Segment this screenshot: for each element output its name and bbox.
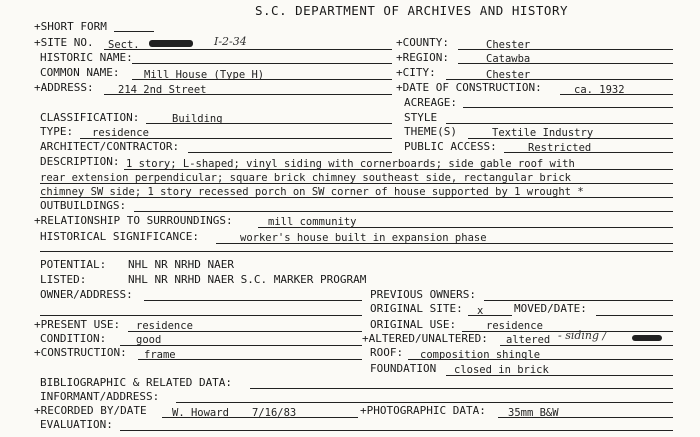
address-value: 214 2nd Street bbox=[118, 84, 207, 96]
construction-label: +CONSTRUCTION: bbox=[34, 346, 127, 359]
relationship-label: +RELATIONSHIP TO SURROUNDINGS: bbox=[34, 214, 233, 227]
outbuildings-label: OUTBUILDINGS: bbox=[40, 199, 127, 212]
short-form-label: +SHORT FORM bbox=[34, 20, 107, 33]
address-line bbox=[104, 94, 392, 95]
type-value: residence bbox=[92, 127, 149, 139]
roof-value: composition shingle bbox=[420, 349, 541, 361]
listed-options: NHL NR NRHD NAER S.C. MARKER PROGRAM bbox=[128, 273, 367, 286]
outbuildings-line bbox=[134, 211, 673, 212]
relationship-line bbox=[258, 227, 673, 228]
common-name-label: COMMON NAME: bbox=[40, 66, 120, 79]
owner-address-line-2 bbox=[40, 315, 362, 316]
historical-significance-line bbox=[216, 243, 673, 244]
region-label: +REGION: bbox=[396, 51, 449, 64]
date-of-construction-label: +DATE OF CONSTRUCTION: bbox=[396, 81, 542, 94]
altered-scribble bbox=[632, 335, 662, 341]
foundation-line bbox=[446, 375, 673, 376]
architect-label: ARCHITECT/CONTRACTOR: bbox=[40, 140, 180, 153]
city-value: Chester bbox=[486, 69, 531, 81]
present-use-label: +PRESENT USE: bbox=[34, 318, 121, 331]
original-site-value: x bbox=[477, 305, 484, 317]
potential-label: POTENTIAL: bbox=[40, 258, 107, 271]
description-line-2: rear extension perpendicular; square brick chimney southeast side, rectangular brick bbox=[40, 172, 572, 184]
informant-label: INFORMANT/ADDRESS: bbox=[40, 390, 160, 403]
owner-address-label: OWNER/ADDRESS: bbox=[40, 288, 133, 301]
present-use-value: residence bbox=[136, 320, 193, 332]
original-site-line bbox=[468, 315, 512, 316]
common-name-value: Mill House (Type H) bbox=[144, 69, 265, 81]
historic-name-label: HISTORIC NAME: bbox=[40, 51, 133, 64]
short-form-line bbox=[114, 31, 154, 32]
original-use-value: residence bbox=[486, 320, 543, 332]
type-line bbox=[80, 138, 392, 139]
county-label: +COUNTY: bbox=[396, 36, 449, 49]
description-label: DESCRIPTION: bbox=[40, 155, 120, 168]
photographic-data-value: 35mm B&W bbox=[508, 407, 559, 419]
condition-line bbox=[120, 345, 362, 346]
public-access-line bbox=[504, 152, 673, 153]
historic-name-line bbox=[132, 63, 392, 64]
public-access-value: Restricted bbox=[528, 142, 592, 154]
region-line bbox=[458, 63, 673, 64]
altered-value: altered bbox=[506, 334, 551, 346]
theme-value: Textile Industry bbox=[492, 127, 594, 139]
site-no-label: +SITE NO. bbox=[34, 36, 94, 49]
county-line bbox=[458, 49, 673, 50]
original-site-label: ORIGINAL SITE: bbox=[370, 302, 463, 315]
description-line-1: 1 story; L-shaped; vinyl siding with cornerboards; side gable roof with bbox=[126, 158, 575, 170]
foundation-value: closed in brick bbox=[454, 364, 549, 376]
region-value: Catawba bbox=[486, 53, 531, 65]
owner-address-line bbox=[144, 300, 362, 301]
section-divider bbox=[40, 251, 673, 252]
public-access-label: PUBLIC ACCESS: bbox=[404, 140, 497, 153]
description-line-3: chimney SW side; 1 story recessed porch on SW corner of house supported by 1 wrought * bbox=[40, 186, 584, 198]
description-rule-2 bbox=[40, 183, 673, 184]
classification-line bbox=[146, 123, 392, 124]
informant-line bbox=[176, 402, 673, 403]
date-of-construction-line bbox=[560, 94, 673, 95]
recorded-by-label: +RECORDED BY/DATE bbox=[34, 404, 147, 417]
style-line bbox=[446, 123, 673, 124]
description-rule-3 bbox=[40, 197, 673, 198]
site-no-value: Sect. bbox=[108, 39, 140, 51]
classification-value: Building bbox=[172, 113, 223, 125]
previous-owners-line bbox=[484, 300, 673, 301]
type-label: TYPE: bbox=[40, 125, 74, 138]
evaluation-line bbox=[120, 430, 673, 431]
theme-label: THEME(S) bbox=[404, 125, 457, 138]
moved-date-label: MOVED/DATE: bbox=[514, 302, 587, 315]
condition-label: CONDITION: bbox=[40, 332, 107, 345]
foundation-label: FOUNDATION bbox=[370, 362, 437, 375]
present-use-line bbox=[128, 331, 362, 332]
photographic-data-line bbox=[498, 417, 673, 418]
description-rule-1 bbox=[124, 169, 673, 170]
bibliographic-label: BIBLIOGRAPHIC & RELATED DATA: bbox=[40, 376, 233, 389]
roof-label: ROOF: bbox=[370, 346, 404, 359]
date-of-construction-value: ca. 1932 bbox=[574, 84, 625, 96]
theme-line bbox=[468, 138, 673, 139]
evaluation-label: EVALUATION: bbox=[40, 418, 113, 431]
city-line bbox=[446, 79, 673, 80]
previous-owners-label: PREVIOUS OWNERS: bbox=[370, 288, 476, 301]
listed-label: LISTED: bbox=[40, 273, 87, 286]
site-no-line bbox=[104, 49, 392, 50]
condition-value: good bbox=[136, 334, 162, 346]
roof-line bbox=[408, 359, 673, 360]
altered-handwritten: - siding / bbox=[558, 329, 607, 342]
altered-line bbox=[500, 345, 673, 346]
photographic-data-label: +PHOTOGRAPHIC DATA: bbox=[360, 404, 486, 417]
county-value: Chester bbox=[486, 39, 531, 51]
classification-label: CLASSIFICATION: bbox=[40, 111, 140, 124]
recorded-date-value: 7/16/83 bbox=[252, 407, 297, 419]
address-label: +ADDRESS: bbox=[34, 81, 94, 94]
site-no-handwritten: I-2-34 bbox=[214, 35, 247, 48]
recorded-by-value: W. Howard bbox=[172, 407, 229, 419]
moved-date-line bbox=[596, 315, 673, 316]
historical-significance-value: worker's house built in expansion phase bbox=[240, 232, 487, 244]
city-label: +CITY: bbox=[396, 66, 436, 79]
redaction-scribble bbox=[149, 40, 193, 47]
construction-line bbox=[138, 359, 362, 360]
altered-label: +ALTERED/UNALTERED: bbox=[362, 332, 488, 345]
page-title: S.C. DEPARTMENT OF ARCHIVES AND HISTORY bbox=[255, 3, 568, 18]
bibliographic-line bbox=[250, 388, 673, 389]
potential-options: NHL NR NRHD NAER bbox=[128, 258, 234, 271]
relationship-value: mill community bbox=[268, 216, 357, 228]
common-name-line bbox=[132, 79, 392, 80]
historical-significance-label: HISTORICAL SIGNIFICANCE: bbox=[40, 230, 199, 243]
architect-line bbox=[188, 152, 392, 153]
style-label: STYLE bbox=[404, 111, 438, 124]
original-use-label: ORIGINAL USE: bbox=[370, 318, 457, 331]
acreage-label: ACREAGE: bbox=[404, 96, 457, 109]
recorded-by-line bbox=[162, 417, 358, 418]
acreage-line bbox=[463, 107, 673, 108]
construction-value: frame bbox=[144, 349, 176, 361]
